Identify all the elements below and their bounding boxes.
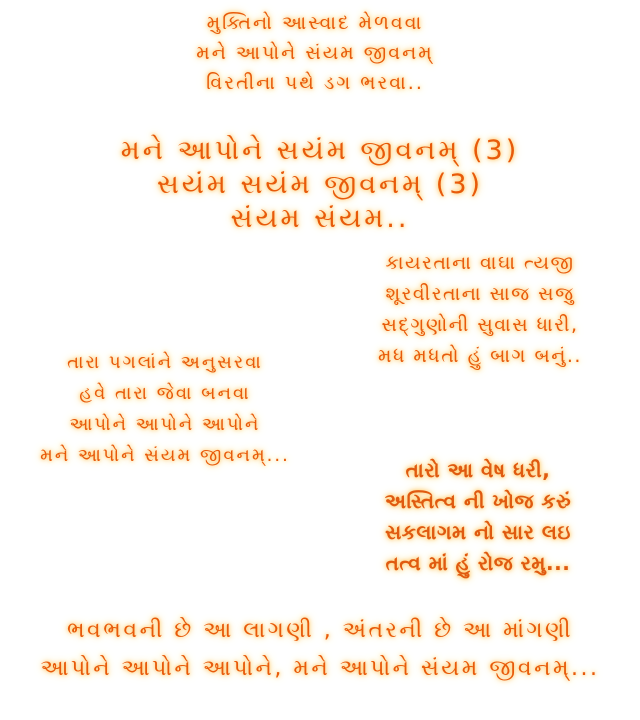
verse-footsteps-line-3: આપોને આપોને આપોને bbox=[69, 414, 261, 435]
finale-line-1: ભવભવની છે આ લાગણી , અંતરની છે આ માંગણી bbox=[66, 618, 574, 643]
verse-essence bbox=[348, 455, 608, 579]
verse-courage bbox=[345, 248, 615, 372]
verse-intro bbox=[160, 8, 470, 98]
verse-courage-line-1: કાયરતાના વાઘા ત્યજી bbox=[385, 252, 575, 274]
verse-essence-line-3: સકલાગમ નો સાર લઇ bbox=[385, 520, 571, 544]
verse-courage-line-2: શૂરવીરતાના સાજ સજુ bbox=[385, 283, 575, 305]
finale-line-2: આપોને આપોને આપોને, મને આપોને સંયમ જીવનમ્... bbox=[40, 656, 600, 681]
verse-footsteps-line-4: મને આપોને સંયમ જીવનમ્... bbox=[40, 445, 290, 466]
finale bbox=[0, 612, 640, 688]
verse-essence-line-4: તત્વ માં હું રોજ રમુ... bbox=[385, 551, 571, 575]
verse-footsteps bbox=[10, 347, 320, 471]
verse-intro-line-3: વિરતીના પથે ડગ ભરવા.. bbox=[206, 72, 424, 94]
verse-intro-line-1: મુક્તિનો આસ્વાદ મેળવવા bbox=[206, 12, 424, 34]
chorus-line-2: સયંમ સયંમ જીવનમ્ (3) bbox=[156, 169, 484, 200]
verse-courage-line-3: સદ્ગુણોની સુવાસ ધારી, bbox=[381, 314, 579, 336]
verse-courage-line-4: મધ મધતો હું બાગ બનું.. bbox=[378, 345, 582, 367]
chorus-line-1: મને આપોને સયંમ જીવનમ્ (3) bbox=[120, 135, 520, 166]
verse-intro-line-2: મને આપોને સંયમ જીવનમ્ bbox=[196, 42, 434, 64]
verse-footsteps-line-1: તારા પગલાંને અનુસરવા bbox=[67, 352, 263, 373]
chorus-line-3: સંયમ સંયમ.. bbox=[230, 203, 410, 234]
verse-essence-line-2: અસ્તિત્વ ની ખોજ કરું bbox=[384, 489, 572, 513]
verse-footsteps-line-2: હવે તારા જેવા બનવા bbox=[79, 383, 251, 404]
verse-essence-line-1: તારો આ વેષ ધરી, bbox=[405, 458, 551, 482]
chorus bbox=[60, 134, 580, 236]
